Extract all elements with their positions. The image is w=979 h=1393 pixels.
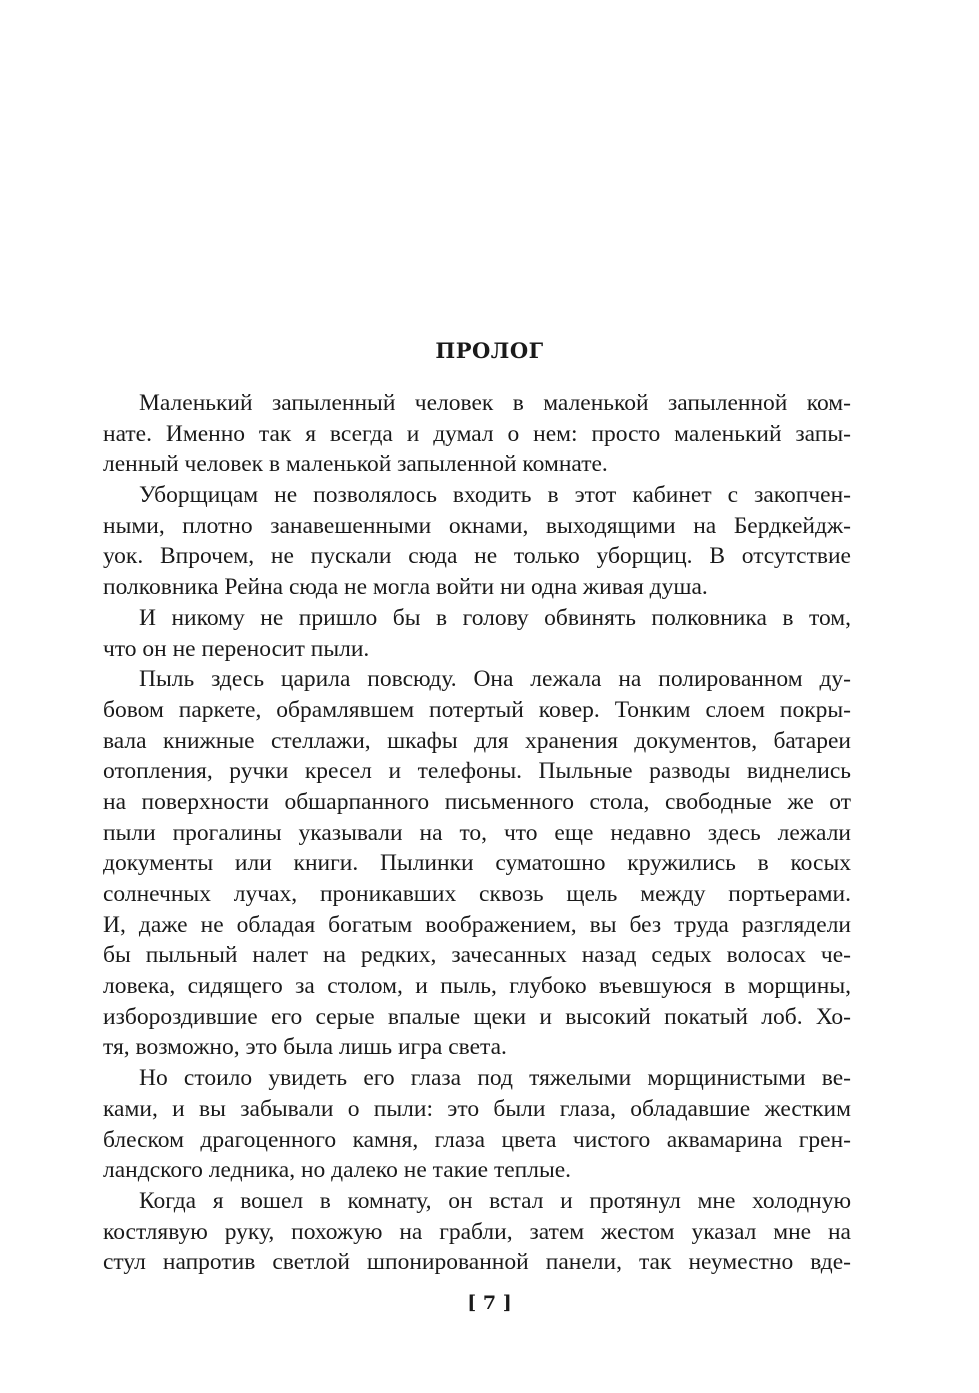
- text-line: тя, возможно, это была лишь игра света.: [103, 1034, 507, 1061]
- text-line: что он не переносит пыли.: [103, 635, 370, 662]
- text-line: документы или книги. Пылинки суматошно кружились в косых: [103, 850, 851, 877]
- text-line: Маленький запыленный человек в маленькой запыленной ком-: [139, 390, 851, 416]
- chapter-title: ПРОЛОГ: [435, 338, 544, 363]
- text-line: ленный человек в маленькой запыленной комнате.: [103, 451, 608, 478]
- text-line: И никому не пришло бы в голову обвинять полковника в том,: [139, 604, 851, 631]
- text-line: пыли прогалины указывали на то, что еще недавно здесь лежали: [103, 819, 851, 846]
- text-line: Но стоило увидеть его глаза под тяжелыми морщинистыми ве-: [139, 1065, 851, 1092]
- text-line: Уборщицам не позволялось входить в этот кабинет с закопчен-: [139, 482, 851, 509]
- text-line: бовом паркете, обрамлявшем потертый ковер. Тонким слоем покры-: [103, 696, 851, 723]
- text-line: костлявую руку, похожую на грабли, затем жестом указал мне на: [103, 1218, 851, 1245]
- text-line: ландского ледника, но далеко не такие теплые.: [103, 1157, 572, 1184]
- body-text: [103, 388, 851, 1278]
- text-line: вала книжные стеллажи, шкафы для хранения документов, батареи: [103, 727, 851, 754]
- text-line: блеском драгоценного камня, глаза цвета чистого аквамарина грен-: [103, 1126, 851, 1153]
- text-line: полковника Рейна сюда не могла войти ни одна живая душа.: [103, 574, 708, 601]
- text-line: ками, и вы забывали о пыли: это были глаза, обладавшие жестким: [103, 1095, 851, 1122]
- text-line: солнечных лучах, проникавших сквозь щель между портьерами.: [103, 881, 851, 907]
- text-line: отопления, ручки кресел и телефоны. Пыльные разводы виднелись: [103, 758, 851, 785]
- text-line: нате. Именно так я всегда и думал о нем: просто маленький запы-: [103, 420, 851, 447]
- text-line: Пыль здесь царила повсюду. Она лежала на полированном ду-: [139, 666, 851, 693]
- text-line: бы пыльный налет на редких, зачесанных назад седых волосах че-: [103, 942, 851, 969]
- text-line: на поверхности обшарпанного письменного стола, свободные же от: [103, 788, 851, 815]
- text-line: уок. Впрочем, не пускали сюда не только уборщиц. В отсутствие: [103, 543, 851, 570]
- text-line: Когда я вошел в комнату, он встал и протянул мне холодную: [139, 1187, 851, 1214]
- text-line: И, даже не обладая богатым воображением, вы без труда разглядели: [103, 911, 851, 938]
- text-line: ными, плотно занавешенными окнами, выходящими на Бердкейдж-: [103, 512, 851, 539]
- text-line: ловека, сидящего за столом, и пыль, глубоко въевшуюся в морщины,: [103, 973, 851, 1000]
- text-line: избороздившие его серые впалые щеки и высокий покатый лоб. Хо-: [103, 1003, 851, 1030]
- page-number: [ 7 ]: [467, 1292, 512, 1314]
- text-line: стул напротив светлой шпонированной панели, так неуместно вде-: [103, 1249, 851, 1276]
